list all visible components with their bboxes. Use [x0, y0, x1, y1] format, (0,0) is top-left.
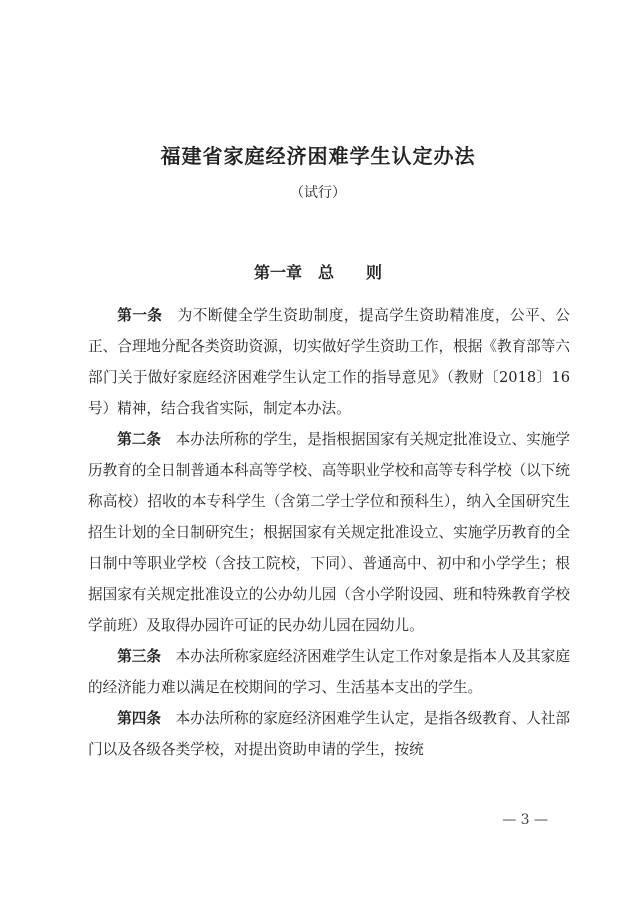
article-1-text: 为不断健全学生资助制度，提高学生资助精准度，公平、公正、合理地分配各类资助资源，切实做好学生资助工作，根据《教育部等六部门关于做好家庭经济困难学生认定工作的指导意见》（教财〔2018〕16号）精神，结合我省实际，制定本办法。 — [88, 307, 570, 417]
article-2-heading: 第二条 — [117, 431, 162, 448]
article-1-heading: 第一条 — [117, 307, 163, 324]
document-body — [88, 300, 570, 765]
article-2-text: 本办法所称的学生，是指根据国家有关规定批准设立、实施学历教育的全日制普通本科高等学校、高等职业学校和高等专科学校（以下统称高校）招收的本专科学生（含第二学士学位和预科生），纳入全国研究生招生计划的全日制研究生；根据国家有关规定批准设立、实施学历教育的全日制中等职业学校（含技工院校，下同）、普通高中、初中和小学学生；根据国家有关规定批准设立的公办幼儿园（含小学附设园、班和特殊教育学校学前班）及取得办园许可证的民办幼儿园在园幼儿。 — [88, 431, 570, 634]
document-title: 福建省家庭经济困难学生认定办法 — [160, 144, 476, 168]
article-4-heading: 第四条 — [117, 710, 162, 727]
article-3-text: 本办法所称家庭经济困难学生认定工作对象是指本人及其家庭的经济能力难以满足在校期间的学习、生活基本支出的学生。 — [88, 648, 570, 696]
chapter-heading: 第一章 总 则 — [253, 263, 382, 282]
page-number: — 3 — — [502, 812, 548, 828]
article-3-heading: 第三条 — [117, 648, 162, 665]
article-4-text: 本办法所称的家庭经济困难学生认定，是指各级教育、人社部门以及各级各类学校，对提出资助申请的学生，按统 — [88, 710, 570, 758]
document-subtitle: （试行） — [290, 185, 346, 201]
article-1 — [88, 300, 570, 424]
article-3 — [88, 641, 570, 703]
article-2 — [88, 424, 570, 641]
article-4 — [88, 703, 570, 765]
